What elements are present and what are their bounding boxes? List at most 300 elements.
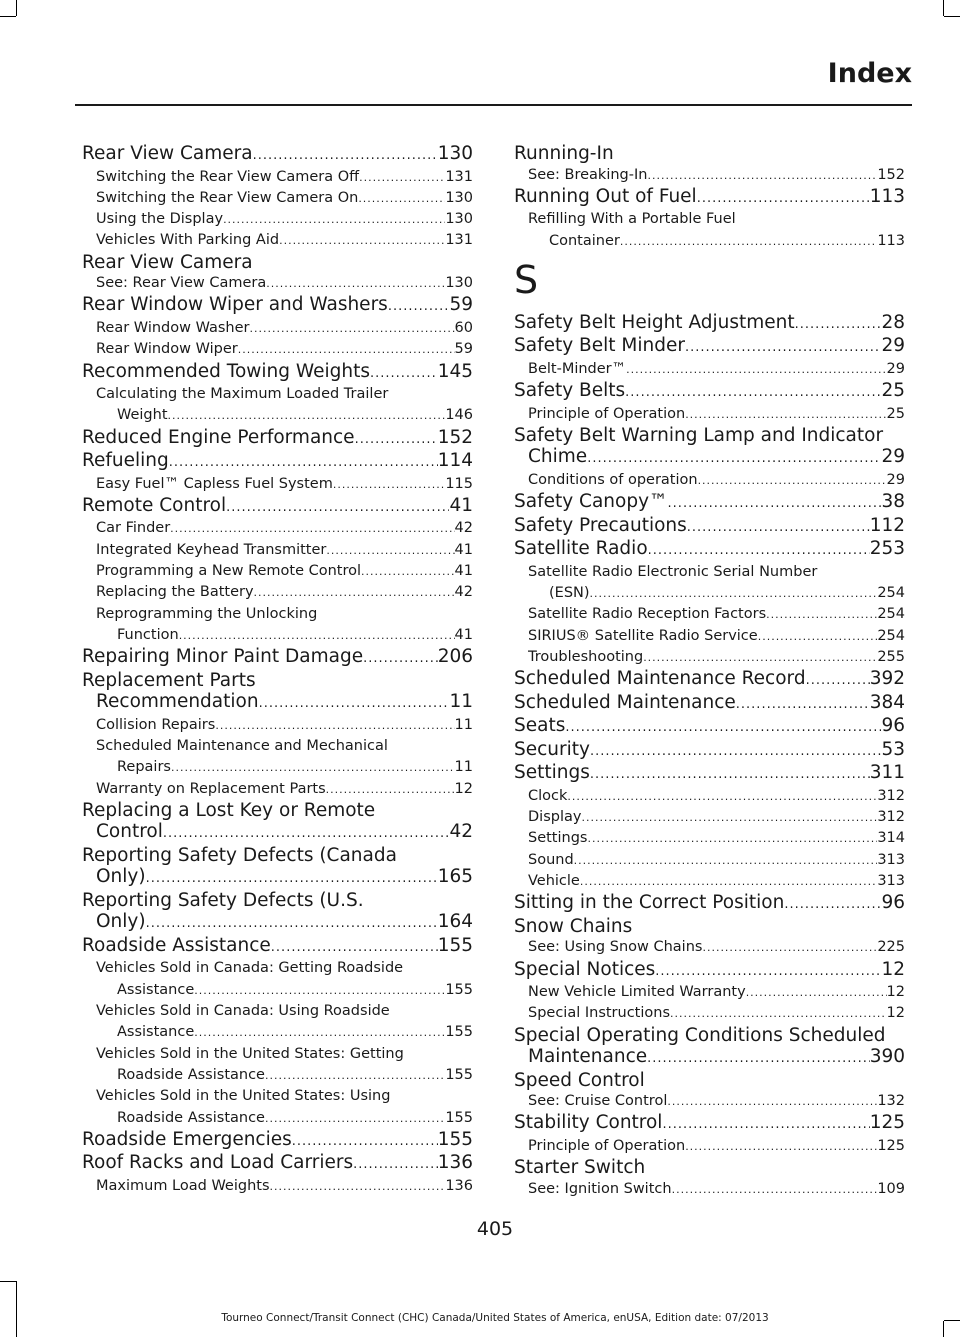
entry-row bbox=[82, 450, 473, 474]
index-entry bbox=[82, 1152, 473, 1176]
index-subentry bbox=[514, 359, 905, 380]
index-entry bbox=[82, 294, 473, 318]
entry-row bbox=[528, 871, 905, 892]
entry-text: Safety Belt Minder bbox=[514, 335, 685, 357]
entry-text: See: Using Snow Chains bbox=[528, 939, 703, 956]
crop-mark bbox=[16, 1281, 17, 1337]
entry-row bbox=[82, 495, 473, 519]
page-ref: 136 bbox=[445, 1177, 473, 1194]
page-ref: 155 bbox=[437, 934, 473, 956]
index-entry bbox=[514, 425, 905, 470]
entry-text: Scheduled Maintenance bbox=[514, 691, 736, 713]
entry-text: Running Out of Fuel bbox=[514, 185, 697, 207]
entry-text: Safety Belts bbox=[514, 380, 626, 402]
entry-row bbox=[96, 1108, 473, 1129]
index-subentry bbox=[514, 828, 905, 849]
entry-text: Roof Racks and Load Carriers bbox=[82, 1152, 354, 1174]
index-subentry bbox=[82, 1176, 473, 1197]
entry-row bbox=[514, 1070, 905, 1092]
page-ref: 42 bbox=[454, 520, 473, 537]
entry-text: Vehicles With Parking Aid bbox=[96, 232, 280, 249]
page-ref: 155 bbox=[445, 1109, 473, 1126]
page-ref: 11 bbox=[449, 691, 473, 713]
page-ref: 125 bbox=[877, 1137, 905, 1154]
index-subentry bbox=[514, 470, 905, 491]
page-ref: 392 bbox=[869, 668, 905, 690]
page-ref: 130 bbox=[445, 211, 473, 228]
index-subentry bbox=[82, 736, 473, 779]
page-ref: 96 bbox=[881, 892, 905, 914]
entry-row bbox=[514, 1112, 905, 1136]
index-entry bbox=[514, 312, 905, 336]
index-entry bbox=[514, 143, 905, 165]
dot-leader bbox=[194, 1022, 445, 1043]
dot-leader bbox=[625, 382, 881, 404]
index-entry bbox=[514, 515, 905, 539]
dot-leader bbox=[370, 363, 438, 385]
entry-row bbox=[528, 1179, 905, 1200]
dot-leader bbox=[685, 1136, 877, 1157]
index-column-right bbox=[514, 143, 905, 1200]
dot-leader bbox=[271, 937, 438, 959]
entry-row bbox=[96, 209, 473, 230]
index-subentry bbox=[82, 715, 473, 736]
index-subentry bbox=[514, 165, 905, 186]
page-ref: 155 bbox=[445, 981, 473, 998]
dot-leader bbox=[279, 230, 445, 251]
entry-row bbox=[82, 646, 473, 670]
entry-row bbox=[96, 561, 473, 582]
dot-leader bbox=[265, 1108, 445, 1129]
index-entry bbox=[82, 427, 473, 451]
dot-leader bbox=[590, 764, 870, 786]
entry-row bbox=[528, 359, 905, 380]
dot-leader bbox=[647, 1048, 870, 1070]
index-entry bbox=[514, 538, 905, 562]
entry-text: Settings bbox=[514, 762, 590, 784]
entry-text: Settings bbox=[528, 830, 588, 847]
entry-text: Reduced Engine Performance bbox=[82, 426, 355, 448]
entry-row bbox=[528, 786, 905, 807]
entry-row bbox=[96, 779, 473, 800]
entry-text: Satellite Radio Reception Factors bbox=[528, 606, 767, 623]
entry-text-continued: Repairs bbox=[117, 759, 171, 776]
page-ref: 145 bbox=[437, 360, 473, 382]
entry-row bbox=[514, 739, 905, 763]
entry-row bbox=[96, 715, 473, 736]
index-entry bbox=[514, 1112, 905, 1136]
entry-row bbox=[82, 143, 473, 167]
entry-text: Integrated Keyhead Transmitter bbox=[96, 541, 327, 558]
index-subentry bbox=[82, 561, 473, 582]
entry-row bbox=[528, 583, 905, 604]
entry-text: New Vehicle Limited Warranty bbox=[528, 984, 746, 1001]
entry-row bbox=[82, 911, 473, 935]
dot-leader bbox=[169, 452, 438, 474]
entry-row bbox=[514, 715, 905, 739]
dot-leader bbox=[270, 1176, 446, 1197]
dot-leader bbox=[587, 828, 877, 849]
index-entry bbox=[514, 1025, 905, 1070]
entry-text: Rear Window Washer bbox=[96, 319, 250, 336]
entry-text: Remote Control bbox=[82, 494, 227, 516]
crop-mark bbox=[16, 0, 17, 16]
header-divider bbox=[75, 104, 912, 106]
page-ref: 96 bbox=[881, 715, 905, 737]
index-subentry bbox=[82, 604, 473, 647]
entry-row bbox=[528, 470, 905, 491]
dot-leader bbox=[687, 517, 870, 539]
dot-leader bbox=[333, 474, 445, 495]
dot-leader bbox=[620, 231, 877, 252]
page-number: 405 bbox=[476, 1218, 514, 1240]
index-entry bbox=[82, 252, 473, 274]
footer-edition: Tourneo Connect/Transit Connect (CHC) Canada/United States of America, enUSA, Edition date: 07/2013 bbox=[221, 1312, 769, 1324]
entry-text: Troubleshooting bbox=[528, 648, 644, 665]
entry-text-continued: Assistance bbox=[117, 981, 195, 998]
entry-text: SIRIUS® Satellite Radio Service bbox=[528, 627, 758, 644]
entry-text: Security bbox=[514, 738, 590, 760]
page-ref: 130 bbox=[445, 189, 473, 206]
page-ref: 112 bbox=[869, 514, 905, 536]
entry-row bbox=[528, 937, 905, 958]
index-subentry bbox=[82, 1044, 473, 1087]
entry-row bbox=[514, 1046, 905, 1070]
entry-text: See: Cruise Control bbox=[528, 1093, 668, 1110]
index-entry bbox=[82, 361, 473, 385]
page-ref: 390 bbox=[869, 1046, 905, 1068]
page-ref: 41 bbox=[454, 563, 473, 580]
page-ref: 11 bbox=[454, 716, 473, 733]
entry-text-continued: Assistance bbox=[117, 1024, 195, 1041]
dot-leader bbox=[685, 404, 886, 425]
entry-text: Switching the Rear View Camera Off bbox=[96, 168, 360, 185]
entry-text: Collision Repairs bbox=[96, 716, 216, 733]
entry-text: Satellite Radio bbox=[514, 538, 648, 560]
page-ref: 38 bbox=[881, 491, 905, 513]
entry-text: Special Instructions bbox=[528, 1005, 671, 1022]
index-subentry bbox=[514, 1179, 905, 1200]
index-subentry bbox=[514, 209, 905, 252]
page-ref: 152 bbox=[877, 166, 905, 183]
page-ref: 313 bbox=[877, 872, 905, 889]
page-ref: 42 bbox=[454, 584, 473, 601]
dot-leader bbox=[250, 318, 455, 339]
page-ref: 384 bbox=[869, 691, 905, 713]
entry-text: Roadside Emergencies bbox=[82, 1128, 292, 1150]
dot-leader bbox=[581, 807, 877, 828]
page-ref: 12 bbox=[454, 780, 473, 797]
page-ref: 164 bbox=[437, 911, 473, 933]
dot-leader bbox=[146, 913, 438, 935]
page-ref: 314 bbox=[877, 830, 905, 847]
entry-row bbox=[96, 405, 473, 426]
entry-row bbox=[82, 691, 473, 715]
entry-text: Rear Window Wiper and Washers bbox=[82, 294, 388, 316]
dot-leader bbox=[766, 604, 877, 625]
index-column-left bbox=[82, 143, 473, 1197]
entry-row bbox=[514, 335, 905, 359]
entry-row bbox=[528, 1003, 905, 1024]
index-subentry bbox=[82, 273, 473, 294]
page-ref: 255 bbox=[877, 648, 905, 665]
index-entry bbox=[514, 739, 905, 763]
page-ref: 41 bbox=[454, 626, 473, 643]
page-ref: 12 bbox=[881, 958, 905, 980]
entry-text: Vehicle bbox=[528, 872, 580, 889]
entry-row bbox=[514, 143, 905, 165]
entry-text: Rear View Camera bbox=[82, 251, 253, 273]
entry-text: Warranty on Replacement Parts bbox=[96, 780, 326, 797]
index-subentry bbox=[514, 937, 905, 958]
entry-text: Replacing the Battery bbox=[96, 584, 254, 601]
page-ref: 41 bbox=[449, 494, 473, 516]
dot-leader bbox=[746, 982, 887, 1003]
crop-mark bbox=[944, 16, 960, 17]
dot-leader bbox=[254, 582, 455, 603]
dot-leader bbox=[359, 167, 445, 188]
dot-leader bbox=[326, 779, 455, 800]
page-ref: 25 bbox=[886, 405, 905, 422]
index-subentry bbox=[514, 404, 905, 425]
entry-text: Roadside Assistance bbox=[82, 934, 271, 956]
page-ref: 225 bbox=[877, 939, 905, 956]
page-ref: 165 bbox=[437, 866, 473, 888]
dot-leader bbox=[574, 850, 878, 871]
entry-row bbox=[96, 167, 473, 188]
entry-row bbox=[528, 850, 905, 871]
page-ref: 152 bbox=[437, 426, 473, 448]
index-entry bbox=[82, 143, 473, 167]
index-entry bbox=[82, 450, 473, 474]
entry-row bbox=[528, 1136, 905, 1157]
entry-row bbox=[82, 361, 473, 385]
dot-leader bbox=[590, 741, 881, 763]
index-entry bbox=[514, 491, 905, 515]
index-entry bbox=[514, 715, 905, 739]
dot-leader bbox=[363, 648, 438, 670]
dot-leader bbox=[697, 188, 870, 210]
entry-row bbox=[528, 604, 905, 625]
page-ref: 312 bbox=[877, 787, 905, 804]
dot-leader bbox=[685, 337, 881, 359]
entry-row bbox=[96, 230, 473, 251]
entry-row bbox=[528, 1091, 905, 1112]
entry-text-continued: Roadside Assistance bbox=[117, 1066, 265, 1083]
entry-text-continued: Control bbox=[96, 821, 163, 843]
entry-text: Safety Belt Height Adjustment bbox=[514, 311, 795, 333]
dot-leader bbox=[736, 694, 870, 716]
entry-text: Clock bbox=[528, 787, 568, 804]
dot-leader bbox=[361, 561, 455, 582]
entry-text: Speed Control bbox=[514, 1069, 645, 1091]
entry-row bbox=[514, 186, 905, 210]
dot-leader bbox=[626, 359, 886, 380]
index-subentry bbox=[82, 230, 473, 251]
page-ref: 11 bbox=[454, 759, 473, 776]
index-subentry bbox=[82, 958, 473, 1001]
page-ref: 253 bbox=[869, 538, 905, 560]
dot-leader bbox=[655, 961, 881, 983]
dot-leader bbox=[567, 786, 877, 807]
entry-text-continued: Only) bbox=[96, 866, 146, 888]
page-ref: 254 bbox=[877, 627, 905, 644]
page-ref: 136 bbox=[437, 1152, 473, 1174]
page-ref: 41 bbox=[454, 541, 473, 558]
index-subentry bbox=[514, 871, 905, 892]
entry-row bbox=[96, 1065, 473, 1086]
entry-text: Vehicles Sold in Canada: Using Roadside bbox=[96, 1003, 390, 1020]
entry-text: Scheduled Maintenance and Mechanical bbox=[96, 738, 388, 755]
entry-text: Easy Fuel™ Capless Fuel System bbox=[96, 475, 333, 492]
page-ref: 28 bbox=[881, 311, 905, 333]
crop-mark bbox=[0, 16, 16, 17]
index-subentry bbox=[82, 209, 473, 230]
index-subentry bbox=[514, 1136, 905, 1157]
entry-text: Calculating the Maximum Loaded Trailer bbox=[96, 386, 389, 403]
entry-row bbox=[514, 515, 905, 539]
index-subentry bbox=[82, 474, 473, 495]
entry-text-continued: Function bbox=[117, 626, 179, 643]
page-ref: 29 bbox=[881, 335, 905, 357]
dot-leader bbox=[672, 1179, 878, 1200]
page-ref: 131 bbox=[445, 168, 473, 185]
index-subentry bbox=[82, 339, 473, 360]
entry-row bbox=[528, 404, 905, 425]
page-ref: 42 bbox=[449, 821, 473, 843]
dot-leader bbox=[326, 540, 454, 561]
index-entry bbox=[514, 186, 905, 210]
index-subentry bbox=[514, 562, 905, 605]
page-ref: 130 bbox=[445, 275, 473, 292]
entry-text: Belt-Minder™ bbox=[528, 360, 627, 377]
entry-row bbox=[514, 762, 905, 786]
dot-leader bbox=[643, 647, 877, 668]
entry-row bbox=[514, 692, 905, 716]
entry-row bbox=[514, 668, 905, 692]
page-ref: 254 bbox=[877, 606, 905, 623]
entry-text-continued: Maintenance bbox=[528, 1046, 648, 1068]
dot-leader bbox=[163, 823, 450, 845]
dot-leader bbox=[668, 493, 882, 515]
entry-row bbox=[96, 1022, 473, 1043]
index-subentry bbox=[82, 188, 473, 209]
page-ref: 29 bbox=[886, 360, 905, 377]
entry-text: Recommended Towing Weights bbox=[82, 360, 370, 382]
dot-leader bbox=[253, 145, 438, 167]
page-ref: 29 bbox=[881, 446, 905, 468]
entry-text: Stability Control bbox=[514, 1112, 663, 1134]
dot-leader bbox=[806, 670, 870, 692]
entry-text: Starter Switch bbox=[514, 1157, 646, 1179]
page-ref: 60 bbox=[454, 319, 473, 336]
dot-leader bbox=[238, 339, 455, 360]
page-ref: 59 bbox=[449, 294, 473, 316]
index-subentry bbox=[82, 318, 473, 339]
entry-text: Sound bbox=[528, 851, 574, 868]
page-title: Index bbox=[827, 58, 912, 89]
entry-text: Special Operating Conditions Scheduled bbox=[514, 1024, 886, 1046]
page-ref: 206 bbox=[437, 646, 473, 668]
entry-row bbox=[82, 1129, 473, 1153]
entry-row bbox=[82, 935, 473, 959]
dot-leader bbox=[146, 868, 438, 890]
dot-leader bbox=[702, 937, 877, 958]
dot-leader bbox=[194, 980, 445, 1001]
dot-leader bbox=[580, 871, 877, 892]
entry-text: Vehicles Sold in Canada: Getting Roadside bbox=[96, 960, 404, 977]
dot-leader bbox=[647, 165, 877, 186]
entry-text: Replacement Parts bbox=[82, 669, 256, 691]
entry-row bbox=[528, 807, 905, 828]
index-subentry bbox=[514, 807, 905, 828]
index-subentry bbox=[82, 582, 473, 603]
dot-leader bbox=[292, 1131, 438, 1153]
entry-row bbox=[528, 982, 905, 1003]
page-ref: 313 bbox=[877, 851, 905, 868]
entry-text: See: Rear View Camera bbox=[96, 275, 267, 292]
entry-text: Special Notices bbox=[514, 958, 656, 980]
entry-text: Display bbox=[528, 809, 582, 826]
page-ref: 12 bbox=[886, 984, 905, 1001]
entry-row bbox=[82, 1152, 473, 1176]
dot-leader bbox=[259, 693, 450, 715]
entry-row bbox=[96, 1176, 473, 1197]
index-entry bbox=[82, 845, 473, 890]
entry-row bbox=[96, 625, 473, 646]
entry-text-continued: Only) bbox=[96, 911, 146, 933]
index-subentry bbox=[82, 167, 473, 188]
dot-leader bbox=[358, 188, 445, 209]
entry-row bbox=[96, 188, 473, 209]
index-entry bbox=[82, 800, 473, 845]
entry-row bbox=[82, 294, 473, 318]
entry-row bbox=[96, 582, 473, 603]
entry-row bbox=[82, 821, 473, 845]
entry-row bbox=[514, 380, 905, 404]
entry-row bbox=[528, 828, 905, 849]
page-ref: 25 bbox=[881, 380, 905, 402]
entry-row bbox=[514, 916, 905, 938]
index-entry bbox=[82, 646, 473, 670]
index-entry bbox=[82, 935, 473, 959]
entry-text: Programming a New Remote Control bbox=[96, 563, 362, 580]
dot-leader bbox=[171, 757, 455, 778]
index-entry bbox=[514, 762, 905, 786]
page-ref: 113 bbox=[869, 185, 905, 207]
dot-leader bbox=[590, 583, 878, 604]
index-subentry bbox=[514, 786, 905, 807]
entry-text: Rear View Camera bbox=[82, 143, 253, 164]
dot-leader bbox=[667, 1091, 877, 1112]
page-ref: 155 bbox=[445, 1024, 473, 1041]
page-ref: 312 bbox=[877, 809, 905, 826]
index-subentry bbox=[514, 850, 905, 871]
index-subentry bbox=[514, 647, 905, 668]
entry-text: Switching the Rear View Camera On bbox=[96, 189, 359, 206]
index-entry bbox=[514, 916, 905, 938]
page-ref: 109 bbox=[877, 1180, 905, 1197]
entry-row bbox=[528, 647, 905, 668]
index-entry bbox=[82, 670, 473, 715]
entry-row bbox=[514, 491, 905, 515]
page-ref: 254 bbox=[877, 585, 905, 602]
entry-text: See: Ignition Switch bbox=[528, 1180, 672, 1197]
page-ref: 311 bbox=[869, 762, 905, 784]
index-subentry bbox=[514, 1003, 905, 1024]
entry-text-continued: Weight bbox=[117, 407, 168, 424]
page-ref: 155 bbox=[437, 1128, 473, 1150]
